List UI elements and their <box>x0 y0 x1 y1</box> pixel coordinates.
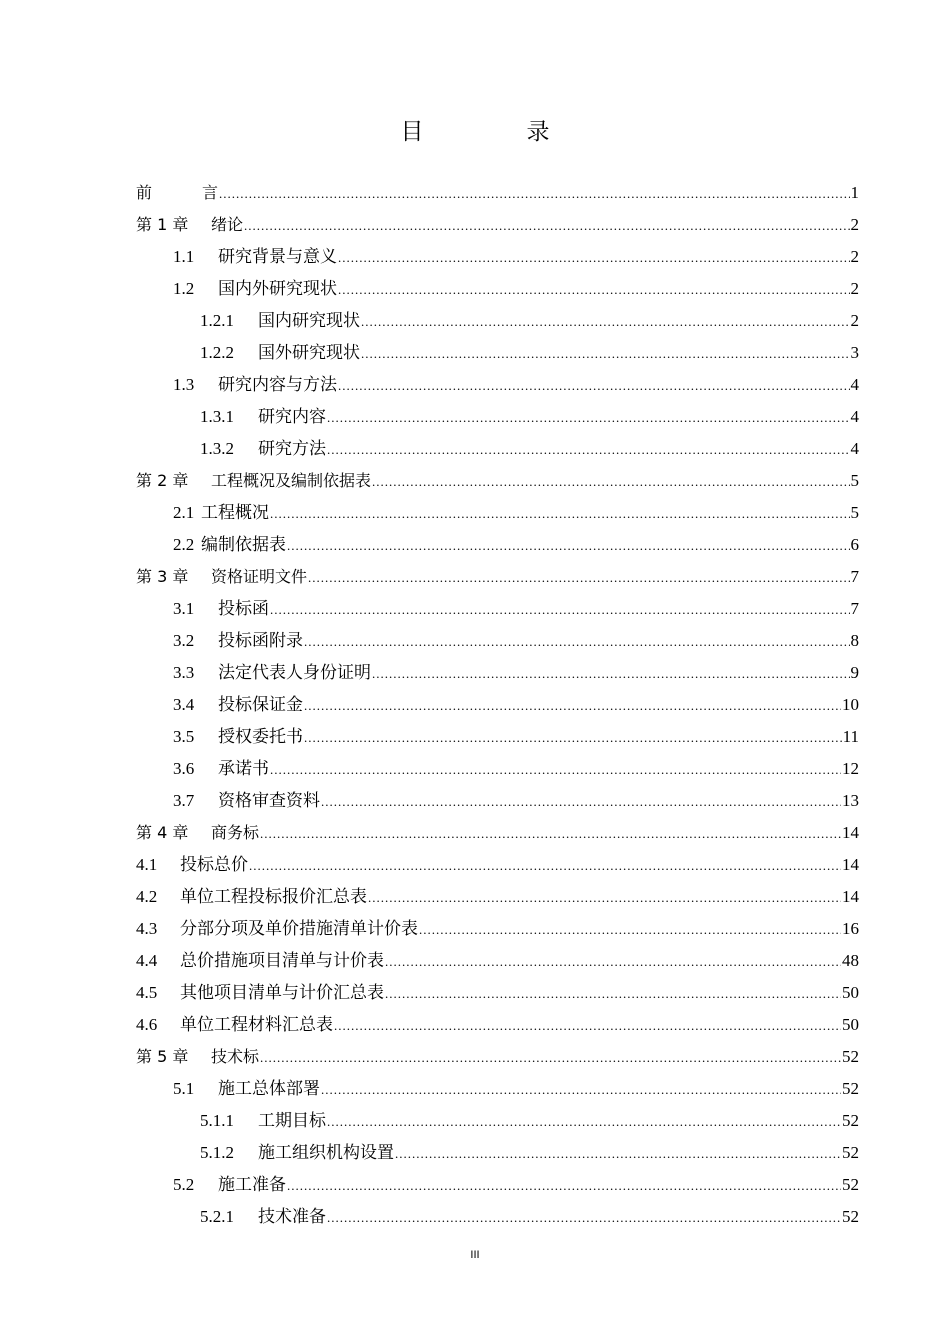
toc-entry[interactable] <box>173 626 859 656</box>
toc-entry[interactable] <box>136 978 859 1008</box>
dot-leader <box>270 595 850 625</box>
toc-entry[interactable] <box>200 306 859 336</box>
toc-entry[interactable] <box>136 178 859 208</box>
dot-leader <box>244 211 849 241</box>
toc-entry-page: 52 <box>842 1143 859 1162</box>
toc-entry-number: 2.1 <box>173 503 195 522</box>
dot-leader <box>385 947 841 977</box>
toc-entry-number: 5.1.1 <box>200 1111 234 1130</box>
toc-entry-number: 1.2 <box>173 279 195 298</box>
toc-entry-number: 3.7 <box>173 791 195 810</box>
toc-entry-page: 50 <box>842 983 859 1002</box>
toc-entry-number: 5.2.1 <box>200 1207 234 1226</box>
toc-entry-page: 14 <box>842 855 859 874</box>
toc-entry-label: 研究背景与意义 <box>218 247 337 266</box>
toc-entry[interactable] <box>200 1106 859 1136</box>
dot-leader <box>260 1043 841 1073</box>
toc-entry[interactable] <box>136 1042 859 1072</box>
dot-leader <box>321 787 841 817</box>
toc-entry[interactable] <box>200 402 859 432</box>
dot-leader <box>287 531 850 561</box>
toc-entry[interactable] <box>136 466 859 496</box>
toc-entry[interactable] <box>200 338 859 368</box>
toc-entry-page: 9 <box>850 663 859 682</box>
dot-leader <box>368 883 841 913</box>
toc-entry-page: 52 <box>842 1175 859 1194</box>
dot-leader <box>338 275 850 305</box>
toc-entry[interactable] <box>136 914 859 944</box>
dot-leader <box>270 755 841 785</box>
toc-entry-page: 2 <box>850 215 859 234</box>
toc-entry-page: 5 <box>850 471 859 490</box>
toc-entry-label: 技术标 <box>211 1047 260 1066</box>
toc-entry-page: 6 <box>850 535 859 554</box>
toc-entry-number: 5.2 <box>173 1175 195 1194</box>
toc-entry-label: 施工准备 <box>218 1175 286 1194</box>
toc-entry-number: 3.3 <box>173 663 195 682</box>
toc-entry[interactable] <box>173 530 859 560</box>
toc-entry[interactable] <box>173 1170 859 1200</box>
toc-entry[interactable] <box>173 498 859 528</box>
toc-entry-label: 技术准备 <box>258 1207 326 1226</box>
dot-leader <box>287 1171 841 1201</box>
toc-entry-page: 4 <box>850 407 859 426</box>
toc-entry[interactable] <box>173 690 859 720</box>
toc-entry-label: 施工总体部署 <box>218 1079 320 1098</box>
toc-entry-page: 50 <box>842 1015 859 1034</box>
dot-leader <box>419 915 841 945</box>
toc-entry[interactable] <box>173 658 859 688</box>
toc-entry-label: 国内研究现状 <box>258 311 360 330</box>
toc-entry-page: 4 <box>850 439 859 458</box>
toc-entry-label: 绪论 <box>211 215 244 234</box>
toc-entry[interactable] <box>173 754 859 784</box>
toc-entry-number: 4.3 <box>136 919 158 938</box>
toc-entry-number: 4.5 <box>136 983 158 1002</box>
toc-entry-page: 13 <box>842 791 859 810</box>
toc-entry-label: 研究内容与方法 <box>218 375 337 394</box>
dot-leader <box>304 723 842 753</box>
toc-entry-page: 8 <box>850 631 859 650</box>
toc-entry-page: 11 <box>842 727 859 746</box>
toc-entry-label: 承诺书 <box>218 759 269 778</box>
toc-entry-number: 1.2.2 <box>200 343 234 362</box>
toc-entry-label: 总价措施项目清单与计价表 <box>180 951 384 970</box>
dot-leader <box>270 499 850 529</box>
dot-leader <box>338 243 850 273</box>
toc-entry-page: 48 <box>842 951 859 970</box>
toc-entry-label: 工期目标 <box>258 1111 326 1130</box>
toc-entry-page: 52 <box>842 1047 859 1066</box>
toc-entry-number: 4.2 <box>136 887 158 906</box>
dot-leader <box>385 979 841 1009</box>
dot-leader <box>321 1075 841 1105</box>
toc-entry[interactable] <box>136 882 859 912</box>
toc-entry-label: 投标函 <box>218 599 269 618</box>
toc-entry-number: 4.1 <box>136 855 158 874</box>
toc-entry[interactable] <box>173 722 859 752</box>
toc-entry-number: 1.3 <box>173 375 195 394</box>
toc-entry-number: 前 <box>136 183 153 202</box>
toc-entry-number: 第 5 章 <box>136 1047 189 1066</box>
toc-entry-label: 单位工程材料汇总表 <box>180 1015 333 1034</box>
toc-entry-label: 投标保证金 <box>218 695 303 714</box>
toc-entry-label: 研究方法 <box>258 439 326 458</box>
toc-entry[interactable] <box>173 274 859 304</box>
toc-entry-page: 2 <box>850 311 859 330</box>
toc-entry-label: 单位工程投标报价汇总表 <box>180 887 367 906</box>
toc-entry-number: 第 2 章 <box>136 471 189 490</box>
toc-entry-page: 52 <box>842 1079 859 1098</box>
toc-entry-label: 分部分项及单价措施清单计价表 <box>180 919 418 938</box>
toc-entry-page: 2 <box>850 247 859 266</box>
toc-entry-page: 2 <box>850 279 859 298</box>
toc-entry[interactable] <box>173 1074 859 1104</box>
dot-leader <box>304 691 841 721</box>
toc-entry-number: 3.4 <box>173 695 195 714</box>
toc-entry-number: 第 3 章 <box>136 567 189 586</box>
toc-entry-label: 其他项目清单与计价汇总表 <box>180 983 384 1002</box>
toc-entry[interactable] <box>173 594 859 624</box>
toc-entry-label: 国外研究现状 <box>258 343 360 362</box>
toc-entry-label: 国内外研究现状 <box>218 279 337 298</box>
toc-entry-number: 3.6 <box>173 759 195 778</box>
toc-entry-number: 3.1 <box>173 599 195 618</box>
dot-leader <box>249 851 841 881</box>
toc-entry[interactable] <box>136 210 859 240</box>
toc-entry-label: 法定代表人身份证明 <box>218 663 371 682</box>
toc-entry[interactable] <box>136 850 859 880</box>
toc-entry-number: 4.6 <box>136 1015 158 1034</box>
toc-entry-label: 工程概况 <box>201 503 269 522</box>
toc-entry[interactable] <box>136 946 859 976</box>
page-number: III <box>470 1249 480 1261</box>
dot-leader <box>308 563 849 593</box>
toc-entry-label: 授权委托书 <box>218 727 303 746</box>
toc-entry-page: 4 <box>850 375 859 394</box>
toc-entry-page: 12 <box>842 759 859 778</box>
toc-entry-number: 4.4 <box>136 951 158 970</box>
toc-entry[interactable] <box>173 370 859 400</box>
dot-leader <box>327 435 850 465</box>
dot-leader <box>260 819 841 849</box>
dot-leader <box>327 403 850 433</box>
toc-entry-label: 资格审查资料 <box>218 791 320 810</box>
toc-entry[interactable] <box>200 434 859 464</box>
dot-leader <box>219 179 849 209</box>
toc-entry[interactable] <box>136 1010 859 1040</box>
toc-entry-number: 1.1 <box>173 247 195 266</box>
toc-entry-number: 3.2 <box>173 631 195 650</box>
dot-leader <box>334 1011 841 1041</box>
toc-entry[interactable] <box>200 1138 859 1168</box>
toc-title: 目 录 <box>400 119 590 145</box>
toc-entry-number: 第 1 章 <box>136 215 189 234</box>
dot-leader <box>361 339 850 369</box>
toc-entry-label: 投标总价 <box>180 855 248 874</box>
toc-entry-page: 1 <box>850 183 859 202</box>
toc-entry[interactable] <box>173 242 859 272</box>
toc-entry-page: 14 <box>842 823 859 842</box>
toc-entry[interactable] <box>173 786 859 816</box>
toc-entry-number: 5.1.2 <box>200 1143 234 1162</box>
toc-entry-number: 2.2 <box>173 535 195 554</box>
dot-leader <box>327 1203 841 1233</box>
toc-entry-label: 资格证明文件 <box>211 567 308 586</box>
dot-leader <box>304 627 850 657</box>
dot-leader <box>395 1139 841 1169</box>
dot-leader <box>327 1107 841 1137</box>
toc-entry-number: 第 4 章 <box>136 823 189 842</box>
toc-entry[interactable] <box>200 1202 859 1232</box>
toc-entry[interactable] <box>136 818 859 848</box>
toc-entry-label: 商务标 <box>211 823 260 842</box>
toc-entry-page: 5 <box>850 503 859 522</box>
toc-entry-number: 5.1 <box>173 1079 195 1098</box>
toc-entry-label: 研究内容 <box>258 407 326 426</box>
toc-entry-label: 施工组织机构设置 <box>258 1143 394 1162</box>
dot-leader <box>338 371 850 401</box>
toc-entry-page: 7 <box>850 599 859 618</box>
toc-entry-label: 言 <box>170 183 219 202</box>
dot-leader <box>372 467 849 497</box>
toc-entry-page: 14 <box>842 887 859 906</box>
toc-entry-page: 10 <box>842 695 859 714</box>
toc-entry-number: 1.3.1 <box>200 407 234 426</box>
toc-entry[interactable] <box>136 562 859 592</box>
dot-leader <box>372 659 850 689</box>
toc-entry-page: 7 <box>850 567 859 586</box>
toc-entry-page: 52 <box>842 1111 859 1130</box>
toc-entry-label: 编制依据表 <box>201 535 286 554</box>
dot-leader <box>361 307 850 337</box>
toc-entry-label: 工程概况及编制依据表 <box>211 471 372 490</box>
toc-entry-page: 52 <box>842 1207 859 1226</box>
toc-entry-number: 1.2.1 <box>200 311 234 330</box>
toc-entry-number: 3.5 <box>173 727 195 746</box>
toc-entry-number: 1.3.2 <box>200 439 234 458</box>
toc-entry-page: 3 <box>850 343 859 362</box>
toc-entry-page: 16 <box>842 919 859 938</box>
toc-entry-label: 投标函附录 <box>218 631 303 650</box>
